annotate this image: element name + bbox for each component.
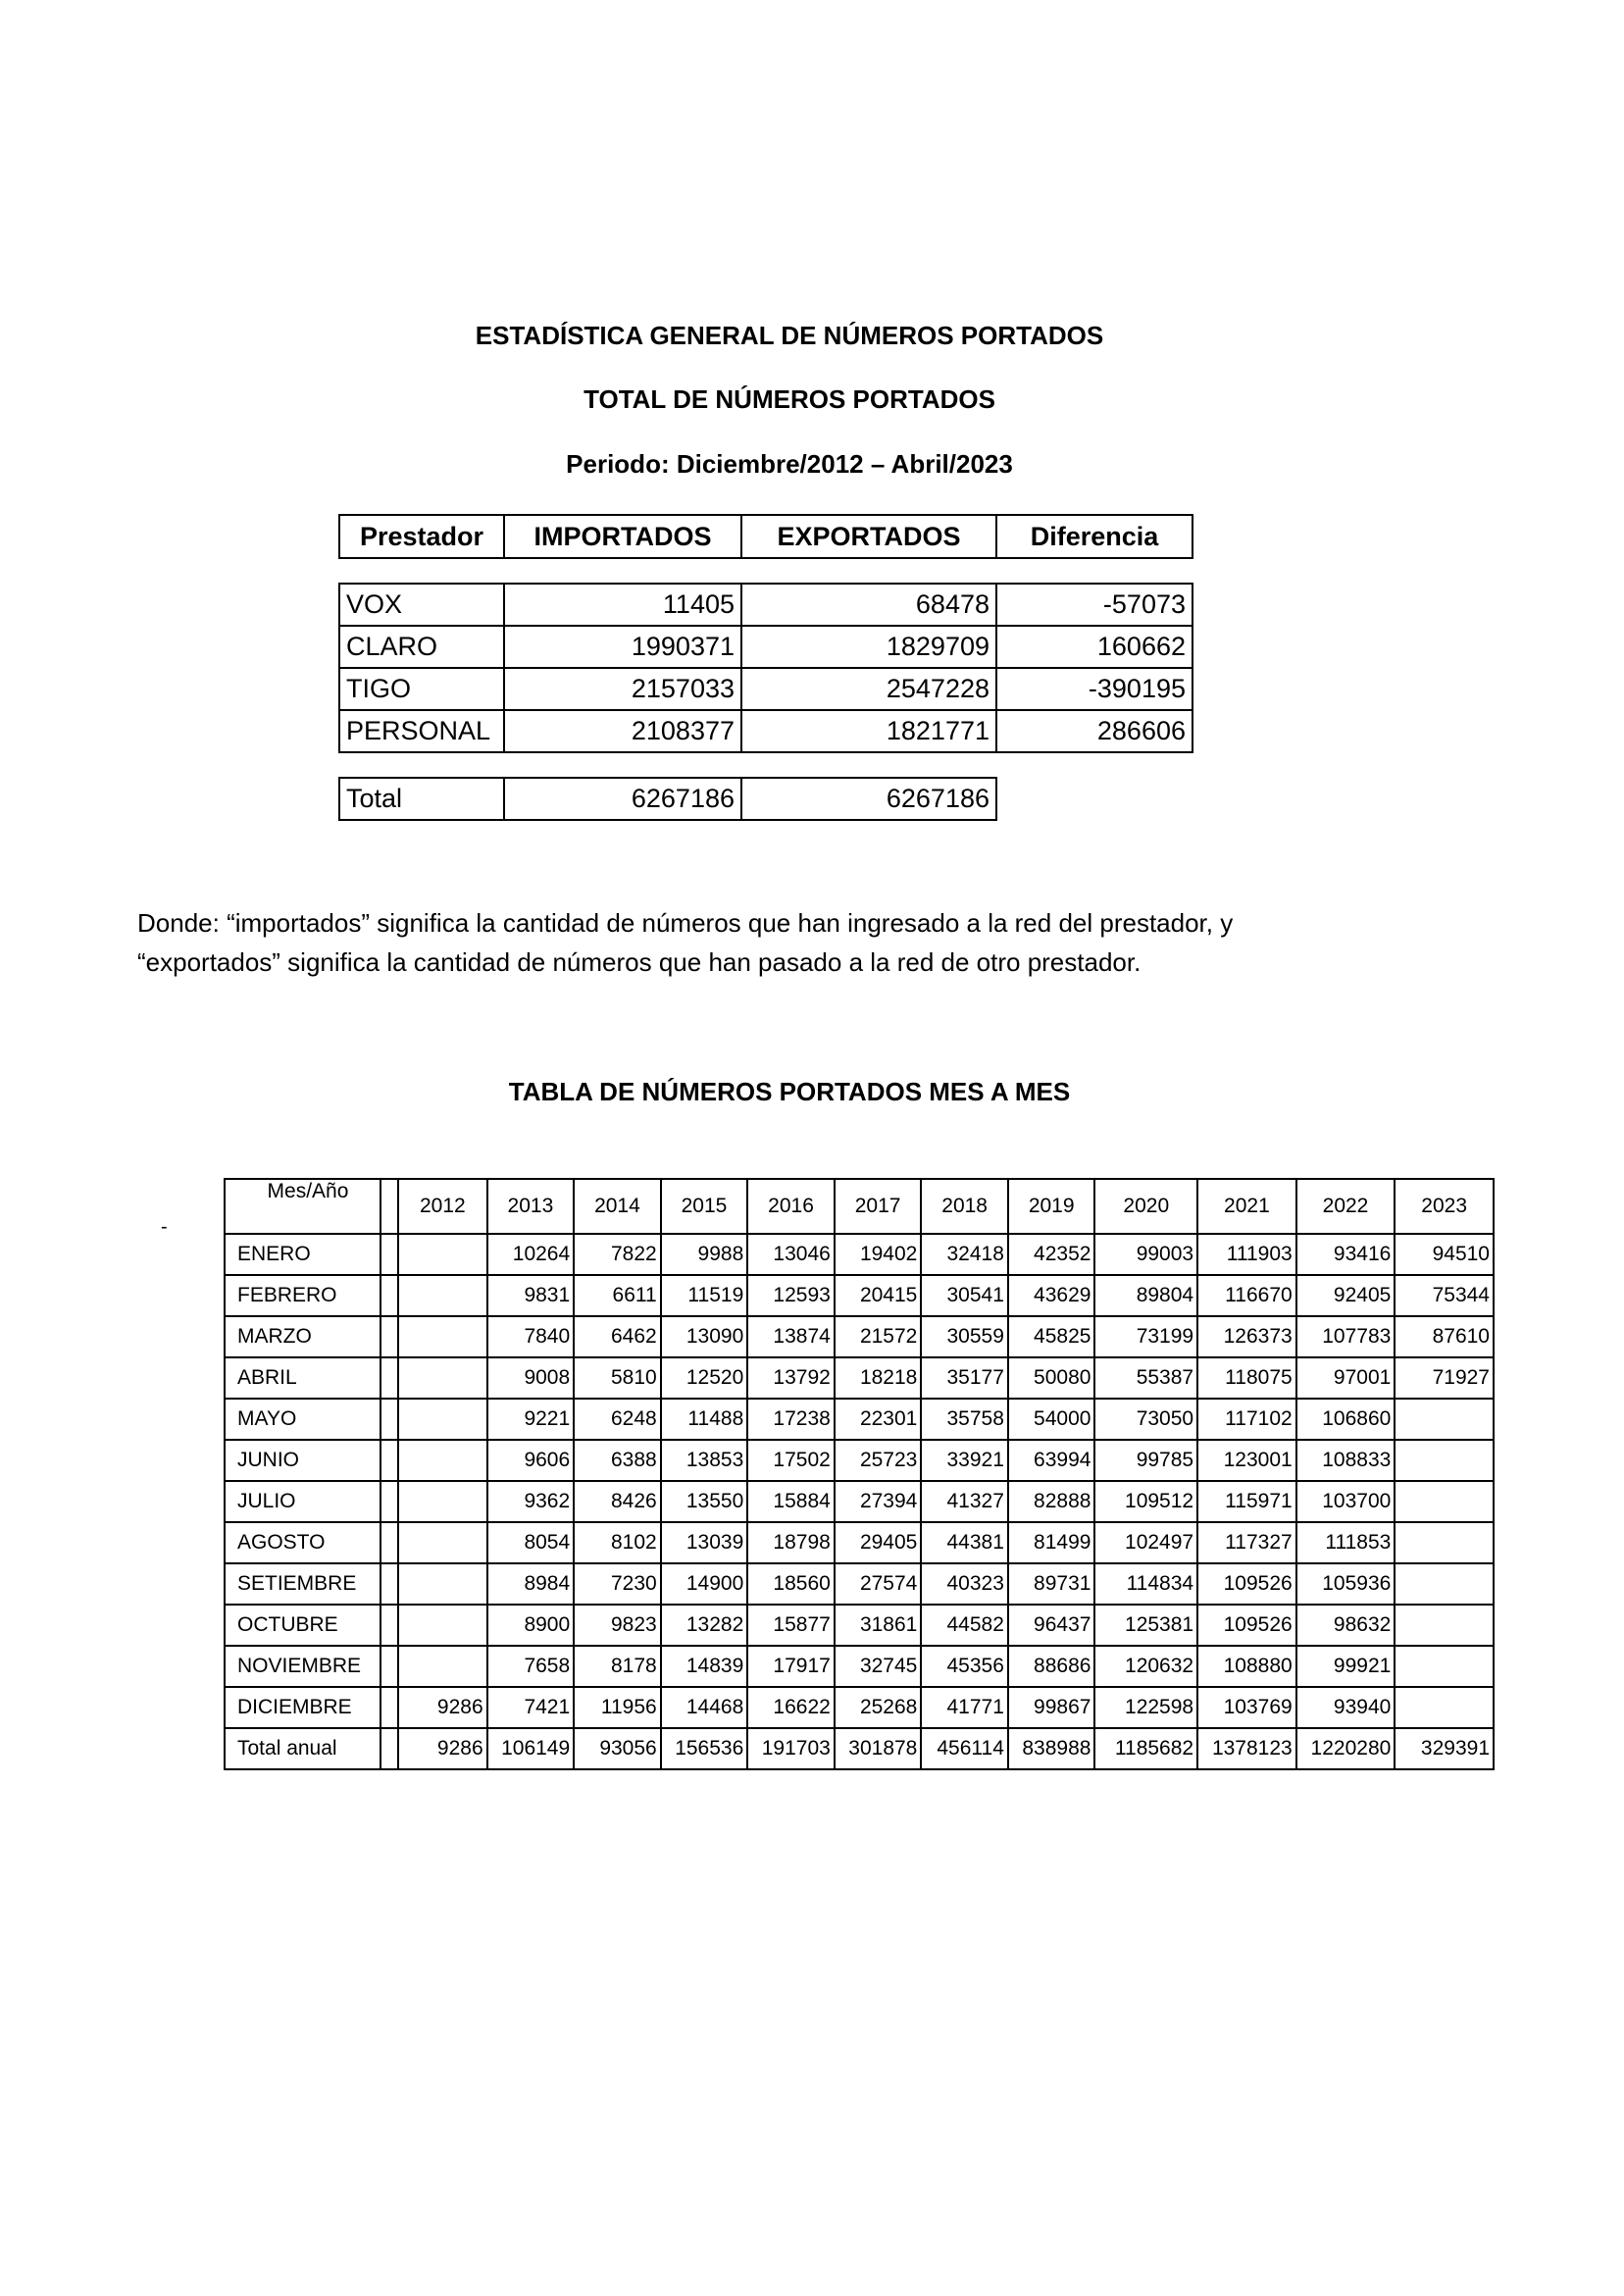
month-value: 89731 — [1008, 1563, 1095, 1605]
month-row — [225, 1357, 1494, 1399]
year-header: 2021 — [1197, 1179, 1296, 1234]
month-value: 7230 — [574, 1563, 661, 1605]
month-value: 103700 — [1296, 1481, 1396, 1522]
provider-name: TIGO — [339, 668, 504, 710]
summary-spacer — [339, 558, 1193, 584]
month-value: 14900 — [661, 1563, 748, 1605]
month-value: 6611 — [574, 1275, 661, 1316]
month-value: 8102 — [574, 1522, 661, 1563]
month-value: 75344 — [1395, 1275, 1494, 1316]
month-value: 82888 — [1008, 1481, 1095, 1522]
provider-name: PERSONAL — [339, 710, 504, 752]
month-value: 33921 — [921, 1440, 1008, 1481]
month-value — [398, 1234, 487, 1275]
month-value: 54000 — [1008, 1399, 1095, 1440]
month-value: 25723 — [835, 1440, 922, 1481]
month-value: 301878 — [835, 1728, 922, 1769]
month-value: 1185682 — [1094, 1728, 1197, 1769]
month-value: 102497 — [1094, 1522, 1197, 1563]
month-value: 44381 — [921, 1522, 1008, 1563]
month-value: 42352 — [1008, 1234, 1095, 1275]
month-value: 13853 — [661, 1440, 748, 1481]
month-value: 27394 — [835, 1481, 922, 1522]
year-header: 2019 — [1008, 1179, 1095, 1234]
imported-value: 1990371 — [504, 626, 741, 668]
summary-subtitle: TOTAL DE NÚMEROS PORTADOS — [584, 384, 995, 414]
month-value: 9606 — [487, 1440, 575, 1481]
month-value: 29405 — [835, 1522, 922, 1563]
month-value: 122598 — [1094, 1687, 1197, 1728]
spacer-cell — [381, 1646, 398, 1687]
month-value — [398, 1481, 487, 1522]
annual-total-row — [225, 1728, 1494, 1769]
month-value: 71927 — [1395, 1357, 1494, 1399]
month-value: 456114 — [921, 1728, 1008, 1769]
spacer-cell — [381, 1399, 398, 1440]
month-value: 191703 — [747, 1728, 835, 1769]
month-value: 109512 — [1094, 1481, 1197, 1522]
difference-value: 286606 — [996, 710, 1193, 752]
month-value: 99921 — [1296, 1646, 1396, 1687]
month-value: 7658 — [487, 1646, 575, 1687]
month-value: 13282 — [661, 1605, 748, 1646]
month-value: 108880 — [1197, 1646, 1296, 1687]
month-row — [225, 1522, 1494, 1563]
month-value: 12593 — [747, 1275, 835, 1316]
month-value — [398, 1357, 487, 1399]
month-value: 45356 — [921, 1646, 1008, 1687]
month-value: 99003 — [1094, 1234, 1197, 1275]
month-value — [1395, 1563, 1494, 1605]
month-value: 25268 — [835, 1687, 922, 1728]
spacer-cell — [381, 1563, 398, 1605]
month-value: 16622 — [747, 1687, 835, 1728]
spacer-cell — [381, 1481, 398, 1522]
month-value: 94510 — [1395, 1234, 1494, 1275]
month-value: 7421 — [487, 1687, 575, 1728]
spacer-cell — [381, 1234, 398, 1275]
month-label: OCTUBRE — [225, 1605, 381, 1646]
month-value: 43629 — [1008, 1275, 1095, 1316]
summary-total-row — [339, 778, 1193, 820]
month-value — [1395, 1605, 1494, 1646]
year-header: 2020 — [1094, 1179, 1197, 1234]
month-value: 35758 — [921, 1399, 1008, 1440]
month-value: 41771 — [921, 1687, 1008, 1728]
summary-spacer — [339, 752, 1193, 778]
month-label: MARZO — [225, 1316, 381, 1357]
year-header: 2012 — [398, 1179, 487, 1234]
header-mes-ano: Mes/Año — [225, 1179, 381, 1234]
month-value: 17238 — [747, 1399, 835, 1440]
month-value: 73199 — [1094, 1316, 1197, 1357]
month-value: 13046 — [747, 1234, 835, 1275]
month-value: 117102 — [1197, 1399, 1296, 1440]
header-prestador: Prestador — [339, 515, 504, 558]
month-value: 9221 — [487, 1399, 575, 1440]
definition-note — [137, 903, 1412, 982]
month-value: 30541 — [921, 1275, 1008, 1316]
month-value: 88686 — [1008, 1646, 1095, 1687]
month-value: 117327 — [1197, 1522, 1296, 1563]
month-label: MAYO — [225, 1399, 381, 1440]
month-value: 99785 — [1094, 1440, 1197, 1481]
month-value: 20415 — [835, 1275, 922, 1316]
summary-table — [338, 514, 1193, 821]
month-value — [398, 1440, 487, 1481]
month-value: 18560 — [747, 1563, 835, 1605]
spacer-cell — [381, 1728, 398, 1769]
month-value: 11956 — [574, 1687, 661, 1728]
month-value — [398, 1522, 487, 1563]
month-value: 14468 — [661, 1687, 748, 1728]
month-value: 109526 — [1197, 1605, 1296, 1646]
month-row — [225, 1563, 1494, 1605]
month-label: SETIEMBRE — [225, 1563, 381, 1605]
year-header: 2013 — [487, 1179, 575, 1234]
month-value: 8178 — [574, 1646, 661, 1687]
month-value: 55387 — [1094, 1357, 1197, 1399]
exported-value: 68478 — [741, 584, 996, 626]
month-label: JUNIO — [225, 1440, 381, 1481]
summary-row — [339, 626, 1193, 668]
spacer-cell — [381, 1275, 398, 1316]
difference-value: -390195 — [996, 668, 1193, 710]
month-label: AGOSTO — [225, 1522, 381, 1563]
year-header: 2016 — [747, 1179, 835, 1234]
month-label: JULIO — [225, 1481, 381, 1522]
month-value: 8426 — [574, 1481, 661, 1522]
exported-value: 1821771 — [741, 710, 996, 752]
month-value: 44582 — [921, 1605, 1008, 1646]
month-value: 329391 — [1395, 1728, 1494, 1769]
month-value: 114834 — [1094, 1563, 1197, 1605]
month-value: 1220280 — [1296, 1728, 1396, 1769]
imported-value: 2157033 — [504, 668, 741, 710]
month-value: 9362 — [487, 1481, 575, 1522]
year-header: 2014 — [574, 1179, 661, 1234]
month-row — [225, 1481, 1494, 1522]
difference-value: -57073 — [996, 584, 1193, 626]
month-value: 92405 — [1296, 1275, 1396, 1316]
imported-value: 2108377 — [504, 710, 741, 752]
month-value: 93056 — [574, 1728, 661, 1769]
month-label: FEBRERO — [225, 1275, 381, 1316]
month-value: 30559 — [921, 1316, 1008, 1357]
month-label: ABRIL — [225, 1357, 381, 1399]
summary-row — [339, 668, 1193, 710]
monthly-header-row — [225, 1179, 1494, 1234]
summary-row — [339, 710, 1193, 752]
month-label: DICIEMBRE — [225, 1687, 381, 1728]
year-header: 2018 — [921, 1179, 1008, 1234]
month-value: 14839 — [661, 1646, 748, 1687]
page-title: ESTADÍSTICA GENERAL DE NÚMEROS PORTADOS — [475, 321, 1104, 350]
month-value: 45825 — [1008, 1316, 1095, 1357]
month-row — [225, 1605, 1494, 1646]
month-value: 50080 — [1008, 1357, 1095, 1399]
total-imported: 6267186 — [504, 778, 741, 820]
month-value: 1378123 — [1197, 1728, 1296, 1769]
summary-header-row — [339, 515, 1193, 558]
month-value: 13874 — [747, 1316, 835, 1357]
monthly-table — [224, 1178, 1495, 1770]
header-diferencia: Diferencia — [996, 515, 1193, 558]
month-value: 87610 — [1395, 1316, 1494, 1357]
year-header: 2022 — [1296, 1179, 1396, 1234]
difference-value: 160662 — [996, 626, 1193, 668]
note-line-1: Donde: “importados” significa la cantidad de números que han ingresado a la red del prestador, y — [137, 908, 1234, 938]
month-value: 10264 — [487, 1234, 575, 1275]
year-header: 2023 — [1395, 1179, 1494, 1234]
month-value — [398, 1563, 487, 1605]
month-value — [1395, 1522, 1494, 1563]
month-row — [225, 1440, 1494, 1481]
month-value — [1395, 1687, 1494, 1728]
month-value: 17917 — [747, 1646, 835, 1687]
month-value: 9988 — [661, 1234, 748, 1275]
spacer-cell — [381, 1440, 398, 1481]
month-value — [398, 1316, 487, 1357]
month-value — [398, 1646, 487, 1687]
month-value: 22301 — [835, 1399, 922, 1440]
month-value: 8054 — [487, 1522, 575, 1563]
month-value: 103769 — [1197, 1687, 1296, 1728]
monthly-table-title: TABLA DE NÚMEROS PORTADOS MES A MES — [508, 1077, 1071, 1106]
month-value: 13550 — [661, 1481, 748, 1522]
month-row — [225, 1399, 1494, 1440]
month-value: 9823 — [574, 1605, 661, 1646]
month-value: 9831 — [487, 1275, 575, 1316]
month-value: 6388 — [574, 1440, 661, 1481]
exported-value: 1829709 — [741, 626, 996, 668]
month-value — [1395, 1646, 1494, 1687]
month-value: 106149 — [487, 1728, 575, 1769]
month-value: 41327 — [921, 1481, 1008, 1522]
month-value: 96437 — [1008, 1605, 1095, 1646]
period-label: Periodo: Diciembre/2012 – Abril/2023 — [566, 449, 1013, 479]
month-value: 6462 — [574, 1316, 661, 1357]
month-value: 107783 — [1296, 1316, 1396, 1357]
month-value — [398, 1399, 487, 1440]
spacer-cell — [381, 1687, 398, 1728]
month-value: 11519 — [661, 1275, 748, 1316]
month-row — [225, 1316, 1494, 1357]
month-value: 9286 — [398, 1687, 487, 1728]
month-value: 40323 — [921, 1563, 1008, 1605]
exported-value: 2547228 — [741, 668, 996, 710]
month-value: 11488 — [661, 1399, 748, 1440]
month-value: 838988 — [1008, 1728, 1095, 1769]
imported-value: 11405 — [504, 584, 741, 626]
month-value: 18798 — [747, 1522, 835, 1563]
month-value: 21572 — [835, 1316, 922, 1357]
month-value — [398, 1275, 487, 1316]
month-value: 109526 — [1197, 1563, 1296, 1605]
month-value: 17502 — [747, 1440, 835, 1481]
month-value: 12520 — [661, 1357, 748, 1399]
month-value: 125381 — [1094, 1605, 1197, 1646]
month-value: 111903 — [1197, 1234, 1296, 1275]
spacer-cell — [381, 1522, 398, 1563]
summary-row — [339, 584, 1193, 626]
month-value: 7840 — [487, 1316, 575, 1357]
month-value: 73050 — [1094, 1399, 1197, 1440]
month-value: 13039 — [661, 1522, 748, 1563]
month-value: 31861 — [835, 1605, 922, 1646]
month-value: 15877 — [747, 1605, 835, 1646]
month-value: 35177 — [921, 1357, 1008, 1399]
month-label: Total anual — [225, 1728, 381, 1769]
month-row — [225, 1687, 1494, 1728]
total-exported: 6267186 — [741, 778, 996, 820]
month-value: 63994 — [1008, 1440, 1095, 1481]
stray-dash: - — [161, 1216, 168, 1238]
month-value: 9286 — [398, 1728, 487, 1769]
total-label: Total — [339, 778, 504, 820]
month-value: 123001 — [1197, 1440, 1296, 1481]
month-value — [1395, 1481, 1494, 1522]
year-header: 2017 — [835, 1179, 922, 1234]
month-value: 18218 — [835, 1357, 922, 1399]
month-label: ENERO — [225, 1234, 381, 1275]
month-value: 15884 — [747, 1481, 835, 1522]
month-value: 93416 — [1296, 1234, 1396, 1275]
month-value: 32745 — [835, 1646, 922, 1687]
month-value: 105936 — [1296, 1563, 1396, 1605]
header-exportados: EXPORTADOS — [741, 515, 996, 558]
month-value: 6248 — [574, 1399, 661, 1440]
month-value: 106860 — [1296, 1399, 1396, 1440]
month-value: 111853 — [1296, 1522, 1396, 1563]
month-value: 118075 — [1197, 1357, 1296, 1399]
month-value: 7822 — [574, 1234, 661, 1275]
month-value: 32418 — [921, 1234, 1008, 1275]
month-value: 99867 — [1008, 1687, 1095, 1728]
month-row — [225, 1275, 1494, 1316]
spacer-cell — [381, 1316, 398, 1357]
spacer-column — [381, 1179, 398, 1234]
month-value: 108833 — [1296, 1440, 1396, 1481]
month-value: 115971 — [1197, 1481, 1296, 1522]
month-value: 98632 — [1296, 1605, 1396, 1646]
month-value: 116670 — [1197, 1275, 1296, 1316]
header-importados: IMPORTADOS — [504, 515, 741, 558]
month-row — [225, 1234, 1494, 1275]
month-value: 27574 — [835, 1563, 922, 1605]
month-value: 120632 — [1094, 1646, 1197, 1687]
note-line-2: “exportados” significa la cantidad de números que han pasado a la red de otro prestador. — [137, 947, 1142, 977]
month-value: 97001 — [1296, 1357, 1396, 1399]
year-header: 2015 — [661, 1179, 748, 1234]
month-value: 8984 — [487, 1563, 575, 1605]
month-value: 126373 — [1197, 1316, 1296, 1357]
month-value — [398, 1605, 487, 1646]
month-value: 89804 — [1094, 1275, 1197, 1316]
month-value: 5810 — [574, 1357, 661, 1399]
month-value: 19402 — [835, 1234, 922, 1275]
month-value: 156536 — [661, 1728, 748, 1769]
month-value: 93940 — [1296, 1687, 1396, 1728]
month-value: 81499 — [1008, 1522, 1095, 1563]
month-label: NOVIEMBRE — [225, 1646, 381, 1687]
month-value: 13792 — [747, 1357, 835, 1399]
month-value — [1395, 1440, 1494, 1481]
month-value: 8900 — [487, 1605, 575, 1646]
spacer-cell — [381, 1605, 398, 1646]
month-value: 13090 — [661, 1316, 748, 1357]
provider-name: CLARO — [339, 626, 504, 668]
spacer-cell — [381, 1357, 398, 1399]
month-row — [225, 1646, 1494, 1687]
provider-name: VOX — [339, 584, 504, 626]
month-value: 9008 — [487, 1357, 575, 1399]
month-value — [1395, 1399, 1494, 1440]
